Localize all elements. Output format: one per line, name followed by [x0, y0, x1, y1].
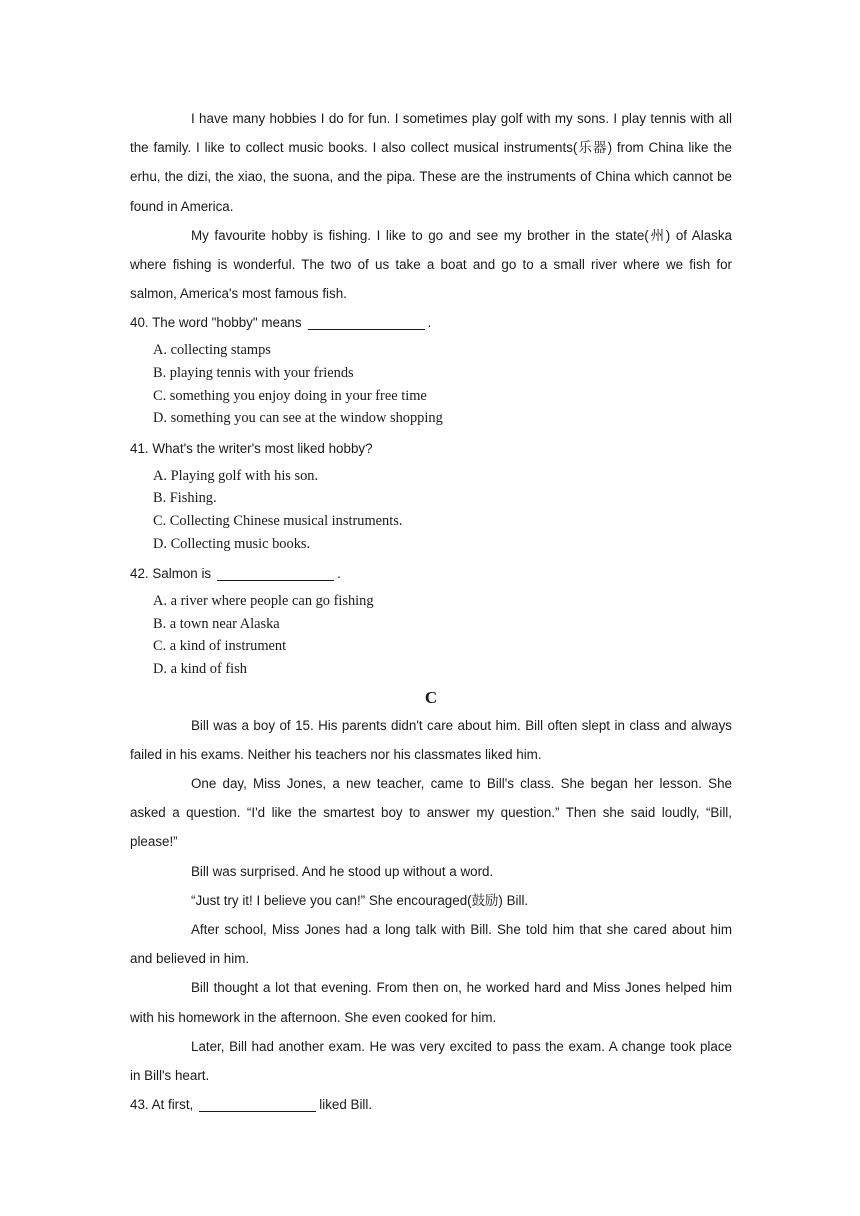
passage-b-paragraph-1: I have many hobbies I do for fun. I sometimes play golf with my sons. I play tennis with all the family. I like to collect music books. I also collect musical instruments(乐器) from China like the erhu, the dizi, the xiao, the suona, and the pipa. These are the instruments of China which cannot be found in America.	[130, 111, 732, 214]
question-43	[130, 1090, 732, 1119]
question-42-tail: .	[337, 566, 341, 582]
option-a: A. collecting stamps	[153, 342, 271, 359]
question-40	[130, 308, 732, 337]
passage-c-paragraph-4: “Just try it! I believe you can!” She encouraged(鼓励) Bill.	[191, 892, 529, 908]
passage-c-paragraph-7: Later, Bill had another exam. He was very excited to pass the exam. A change took place in Bill's heart.	[130, 1038, 732, 1083]
question-42-stem: 42. Salmon is	[130, 566, 212, 582]
passage-c-paragraph-5: After school, Miss Jones had a long talk with Bill. She told him that she cared about him and believed in him.	[130, 921, 732, 967]
answer-blank	[199, 1097, 316, 1112]
question-42-options	[153, 590, 732, 680]
option-c: C. something you enjoy doing in your free time	[153, 387, 427, 404]
option-c: C. a kind of instrument	[153, 638, 287, 655]
passage-c-paragraph-1: Bill was a boy of 15. His parents didn't care about him. Bill often slept in class and always failed in his exams. Neither his teachers nor his classmates liked him.	[130, 717, 732, 762]
option-b: B. a town near Alaska	[153, 615, 280, 632]
passage-b-paragraph-2: My favourite hobby is fishing. I like to go and see my brother in the state(州) of Alaska where fishing is wonderful. The two of us take a boat and go to a small river where we fish for salmon, America's most famous fish.	[130, 227, 732, 302]
option-d: D. something you can see at the window shopping	[153, 410, 443, 427]
question-41	[130, 434, 732, 463]
answer-blank	[217, 566, 334, 581]
document-page	[130, 104, 732, 1119]
passage-c-paragraph-6: Bill thought a lot that evening. From then on, he worked hard and Miss Jones helped him with his homework in the afternoon. She even cooked for him.	[130, 980, 732, 1025]
question-41-options	[153, 465, 732, 555]
question-40-stem: 40. The word "hobby" means	[130, 315, 302, 331]
section-heading-c: C	[424, 687, 438, 707]
question-41-stem: 41. What's the writer's most liked hobby?	[130, 440, 373, 456]
answer-blank	[308, 315, 425, 330]
option-b: B. playing tennis with your friends	[153, 365, 354, 382]
option-c: C. Collecting Chinese musical instruments.	[153, 512, 403, 529]
question-40-tail: .	[427, 315, 432, 331]
question-43-tail: liked Bill.	[319, 1097, 373, 1113]
question-42	[130, 559, 732, 588]
passage-c-paragraph-2: One day, Miss Jones, a new teacher, came to Bill's class. She began her lesson. She asked a question. “I'd like the smartest boy to answer my question.” Then she said loudly, “Bill, please!”	[130, 775, 732, 850]
option-d: D. a kind of fish	[153, 660, 247, 677]
question-43-stem: 43. At first,	[130, 1097, 194, 1113]
option-a: A. Playing golf with his son.	[153, 467, 319, 484]
option-b: B. Fishing.	[153, 490, 217, 507]
question-40-options	[153, 339, 732, 429]
option-a: A. a river where people can go fishing	[153, 593, 374, 610]
passage-c-paragraph-3: Bill was surprised. And he stood up without a word.	[191, 863, 494, 879]
option-d: D. Collecting music books.	[153, 535, 311, 552]
